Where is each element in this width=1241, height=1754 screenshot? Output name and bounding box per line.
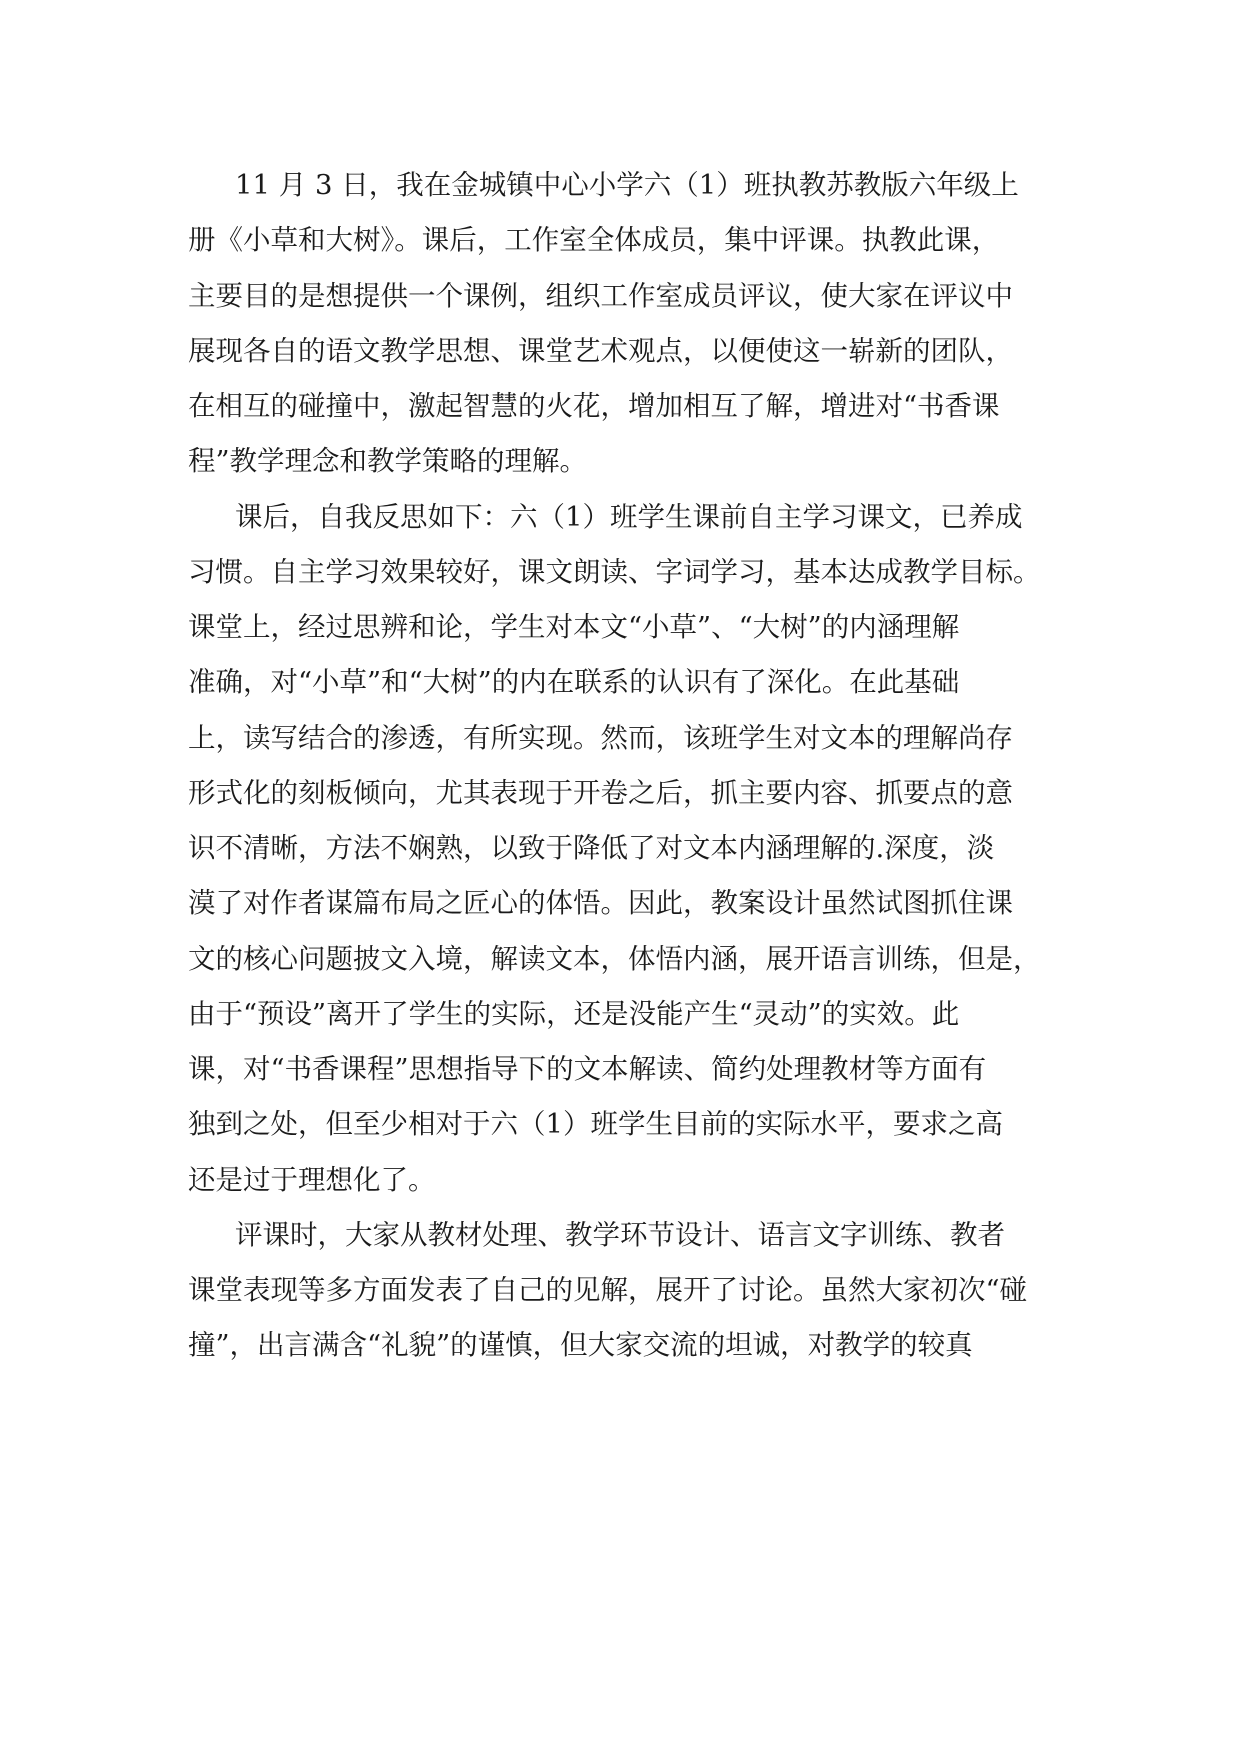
paragraph-line: 课堂上，经过思辨和论，学生对本文“小草”、“大树”的内涵理解 xyxy=(188,611,960,643)
paragraph-line: 上，读写结合的渗透，有所实现。然而，该班学生对文本的理解尚存 xyxy=(188,721,1013,754)
paragraph-line: 撞”，出言满含“礼貌”的谨慎，但大家交流的坦诚，对教学的较真 xyxy=(188,1329,973,1362)
paragraph-line: 习惯。自主学习效果较好，课文朗读、字词学习，基本达成教学目标。 xyxy=(188,555,1041,588)
paragraph-line: 主要目的是想提供一个课例，组织工作室成员评议，使大家在评议中 xyxy=(188,279,1013,312)
paragraph-line: 独到之处，但至少相对于六（1）班学生目前的实际水平，要求之高 xyxy=(188,1108,1003,1141)
paragraph-line: 11 月 3 日，我在金城镇中心小学六（1）班执教苏教版六年级上 xyxy=(235,169,1019,201)
paragraph-line: 漠了对作者谋篇布局之匠心的体悟。因此，教案设计虽然试图抓住课 xyxy=(188,887,1013,920)
paragraph-line: 在相互的碰撞中，激起智慧的火花，增加相互了解，增进对“书香课 xyxy=(188,390,1000,422)
paragraph-line: 册《小草和大树》。课后，工作室全体成员，集中评课。执教此课， xyxy=(188,224,1000,257)
paragraph-line: 课堂表现等多方面发表了自己的见解，展开了讨论。虽然大家初次“碰 xyxy=(188,1274,1028,1306)
paragraph-line: 准确，对“小草”和“大树”的内在联系的认识有了深化。在此基础 xyxy=(188,666,960,699)
paragraph-line: 还是过于理想化了。 xyxy=(188,1163,436,1196)
paragraph-line: 文的核心问题披文入境，解读文本，体悟内涵，展开语言训练，但是， xyxy=(188,942,1041,975)
document-body xyxy=(188,158,1058,1374)
paragraph-line: 课后，自我反思如下：六（1）班学生课前自主学习课文，已养成 xyxy=(235,500,1023,533)
paragraph-line: 展现各自的语文教学思想、课堂艺术观点，以便使这一崭新的团队， xyxy=(188,334,1013,367)
paragraph-line: 程”教学理念和教学策略的理解。 xyxy=(188,445,588,478)
paragraph-1 xyxy=(188,158,1058,490)
paragraph-line: 评课时，大家从教材处理、教学环节设计、语言文字训练、教者 xyxy=(235,1218,1005,1251)
paragraph-line: 课，对“书香课程”思想指导下的文本解读、简约处理教材等方面有 xyxy=(188,1053,987,1085)
paragraph-2 xyxy=(188,490,1058,1208)
paragraph-line: 由于“预设”离开了学生的实际，还是没能产生“灵动”的实效。此 xyxy=(188,997,960,1030)
paragraph-line: 形式化的刻板倾向，尤其表现于开卷之后，抓主要内容、抓要点的意 xyxy=(188,776,1013,809)
paragraph-3 xyxy=(188,1208,1058,1374)
paragraph-line: 识不清晰，方法不娴熟，以致于降低了对文本内涵理解的.深度，淡 xyxy=(188,832,995,864)
